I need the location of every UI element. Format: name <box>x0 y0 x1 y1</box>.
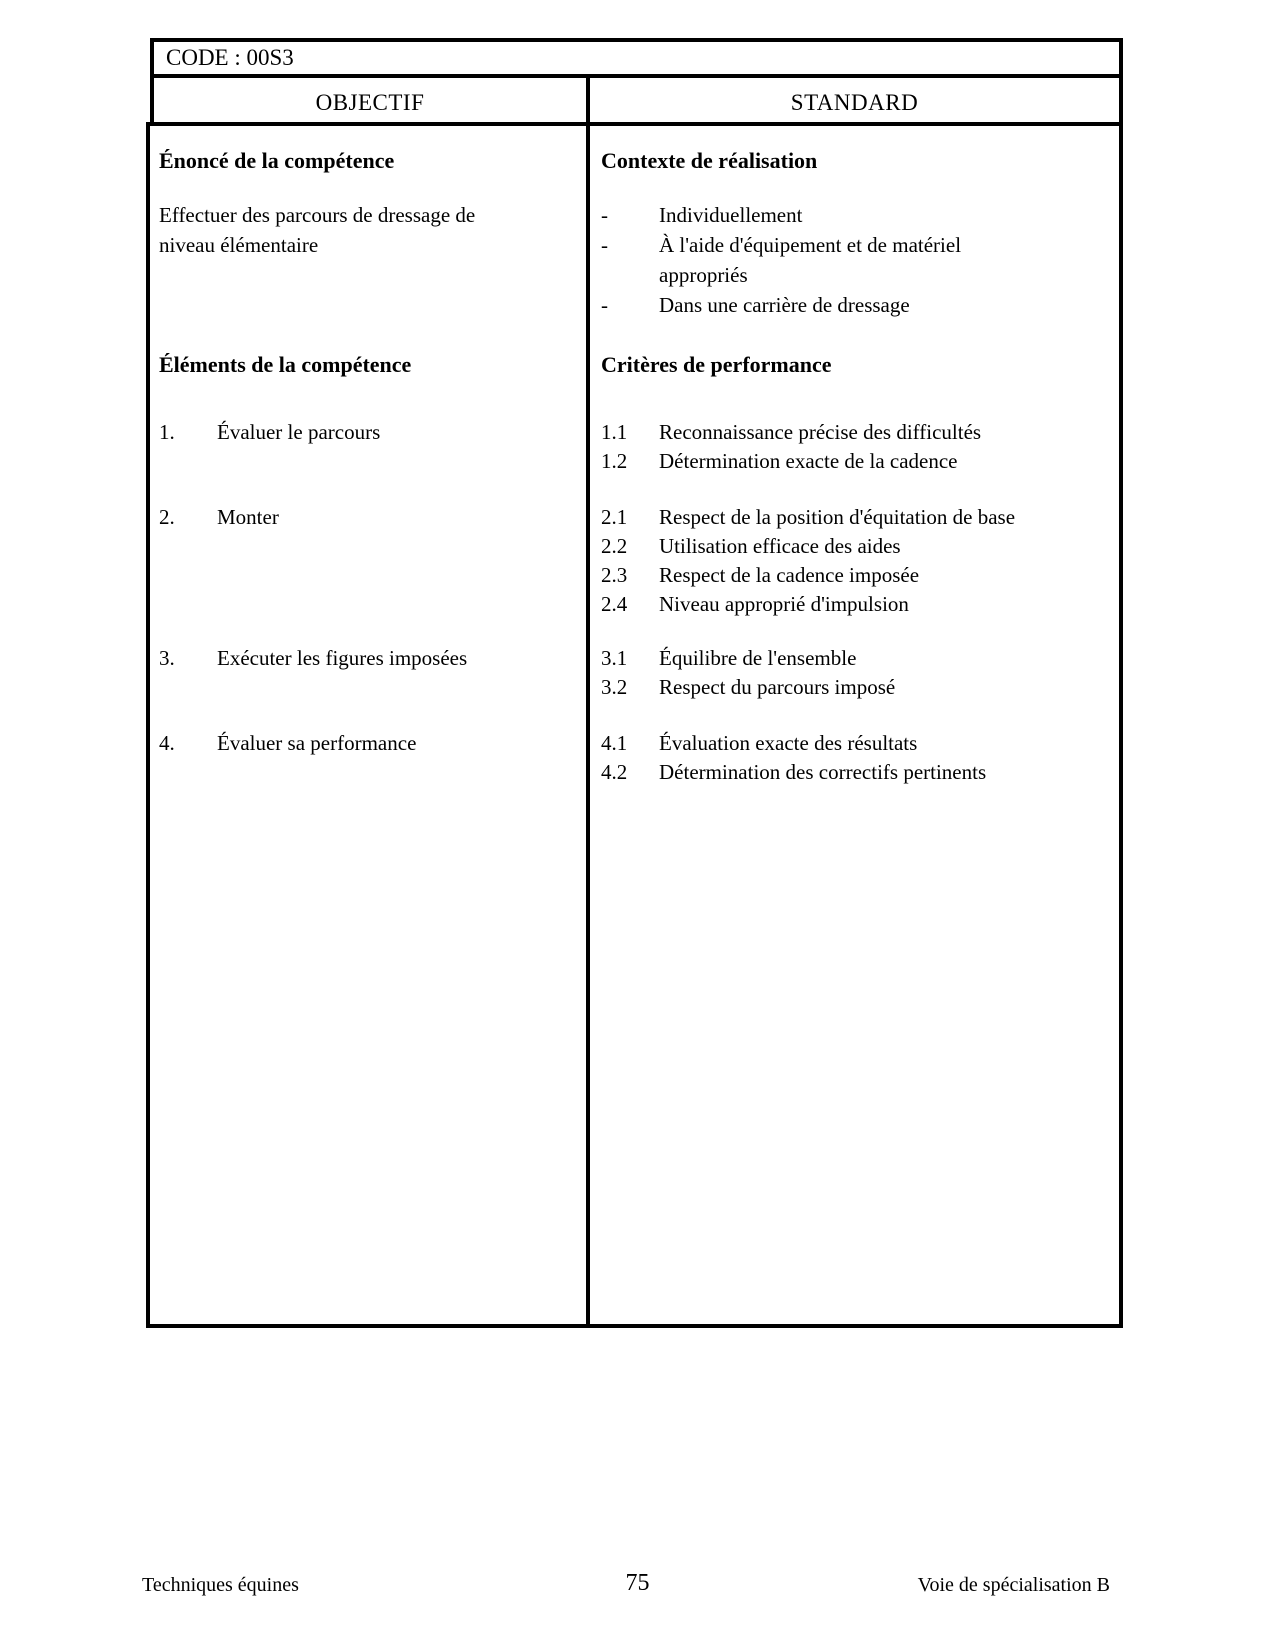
criteria-text: Détermination exacte de la cadence <box>659 449 958 473</box>
element-text: Évaluer le parcours <box>217 420 381 444</box>
criteria-number: 4.2 <box>601 760 628 784</box>
criteria-group-2 <box>601 503 1113 619</box>
element-number: 2. <box>159 505 175 529</box>
criteria-item <box>601 590 1113 619</box>
criteria-number: 2.4 <box>601 592 628 616</box>
standard-column <box>590 126 1119 1324</box>
dash-marker: - <box>601 233 608 257</box>
element-number: 1. <box>159 420 175 444</box>
criteria-group-1 <box>601 418 1113 476</box>
criteria-item <box>601 729 1113 758</box>
criteria-number: 3.1 <box>601 646 628 670</box>
criteria-text: Respect du parcours imposé <box>659 675 896 699</box>
criteria-text: Respect de la position d'équitation de base <box>659 505 1016 529</box>
criteria-number: 2.3 <box>601 563 628 587</box>
criteria-item <box>601 758 1113 787</box>
criteria-text: Détermination des correctifs pertinents <box>659 760 987 784</box>
contexte-text: Individuellement <box>659 203 803 227</box>
criteria-item <box>601 673 1113 702</box>
objectif-column <box>150 126 590 1324</box>
criteria-number: 1.1 <box>601 420 628 444</box>
contexte-item <box>601 200 1113 230</box>
criteria-text: Évaluation exacte des résultats <box>659 731 918 755</box>
enonce-heading: Énoncé de la compétence <box>159 148 395 173</box>
criteria-text: Niveau approprié d'impulsion <box>659 592 909 616</box>
contexte-text: À l'aide d'équipement et de matériel appropriés <box>659 233 962 287</box>
criteria-number: 3.2 <box>601 675 628 699</box>
criteria-item <box>601 447 1113 476</box>
criteria-group-4 <box>601 729 1113 787</box>
page-number: 75 <box>625 1570 650 1596</box>
element-text: Évaluer sa performance <box>217 731 417 755</box>
elements-heading: Éléments de la compétence <box>159 352 412 377</box>
criteria-number: 2.2 <box>601 534 628 558</box>
criteria-item <box>601 418 1113 447</box>
footer-program: Techniques équines <box>142 1574 299 1596</box>
criteria-number: 4.1 <box>601 731 628 755</box>
criteria-text: Reconnaissance précise des difficultés <box>659 420 982 444</box>
contexte-list <box>601 200 1113 320</box>
criteria-item <box>601 561 1113 590</box>
element-item <box>159 418 580 447</box>
column-header-objectif: OBJECTIF <box>154 78 590 128</box>
header-table <box>150 38 1123 132</box>
criteria-group-3 <box>601 644 1113 702</box>
element-number: 3. <box>159 646 175 670</box>
element-number: 4. <box>159 731 175 755</box>
column-header-standard: STANDARD <box>790 90 919 115</box>
enonce-text: Effectuer des parcours de dressage de niveau élémentaire <box>159 203 476 257</box>
element-text: Exécuter les figures imposées <box>217 646 468 670</box>
criteria-item <box>601 644 1113 673</box>
dash-marker: - <box>601 203 608 227</box>
criteria-text: Respect de la cadence imposée <box>659 563 920 587</box>
contexte-item <box>601 230 1113 290</box>
criteria-item <box>601 532 1113 561</box>
element-item <box>159 729 580 758</box>
contexte-heading: Contexte de réalisation <box>601 148 818 173</box>
dash-marker: - <box>601 293 608 317</box>
criteria-number: 2.1 <box>601 505 628 529</box>
criteres-heading: Critères de performance <box>601 352 832 377</box>
element-text: Monter <box>217 505 279 529</box>
element-item <box>159 644 580 673</box>
column-header-row <box>154 78 1119 128</box>
criteria-text: Utilisation efficace des aides <box>659 534 901 558</box>
element-item <box>159 503 580 532</box>
criteria-text: Équilibre de l'ensemble <box>659 646 857 670</box>
contexte-text: Dans une carrière de dressage <box>659 293 910 317</box>
footer-track: Voie de spécialisation B <box>917 1574 1110 1596</box>
criteria-number: 1.2 <box>601 449 628 473</box>
content-table <box>146 122 1123 1328</box>
criteria-item <box>601 503 1113 532</box>
contexte-item <box>601 290 1113 320</box>
code-label: CODE : 00S3 <box>154 42 1119 78</box>
